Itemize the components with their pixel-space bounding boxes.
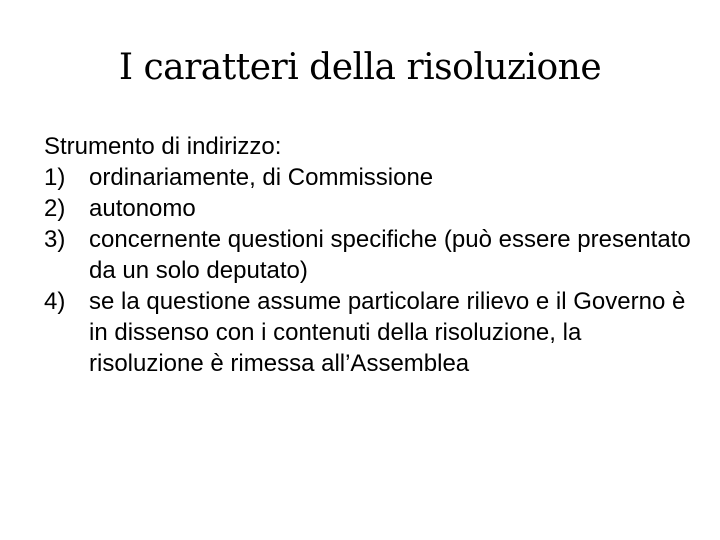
list-number: 2) bbox=[44, 195, 66, 222]
list-number: 1) bbox=[44, 164, 66, 191]
list-text: se la questione assume particolare rilievo e il Governo è in dissenso con i contenuti della risoluzione, la risoluzione è rimessa all’Assemblea bbox=[89, 288, 686, 377]
list-item-2 bbox=[44, 193, 694, 224]
list-number: 4) bbox=[44, 288, 66, 315]
slide-title: I caratteri della risoluzione bbox=[118, 47, 602, 88]
list-item-4 bbox=[44, 286, 694, 379]
list-text: ordinariamente, di Commissione bbox=[89, 164, 434, 191]
numbered-list bbox=[44, 162, 694, 379]
list-text: concernente questioni specifiche (può essere presentato da un solo deputato) bbox=[89, 226, 691, 284]
intro-text: Strumento di indirizzo: bbox=[44, 133, 282, 160]
list-item-3 bbox=[44, 224, 694, 286]
list-number: 3) bbox=[44, 226, 66, 253]
list-text: autonomo bbox=[89, 195, 196, 222]
slide-body bbox=[44, 131, 694, 379]
list-item-1 bbox=[44, 162, 694, 193]
